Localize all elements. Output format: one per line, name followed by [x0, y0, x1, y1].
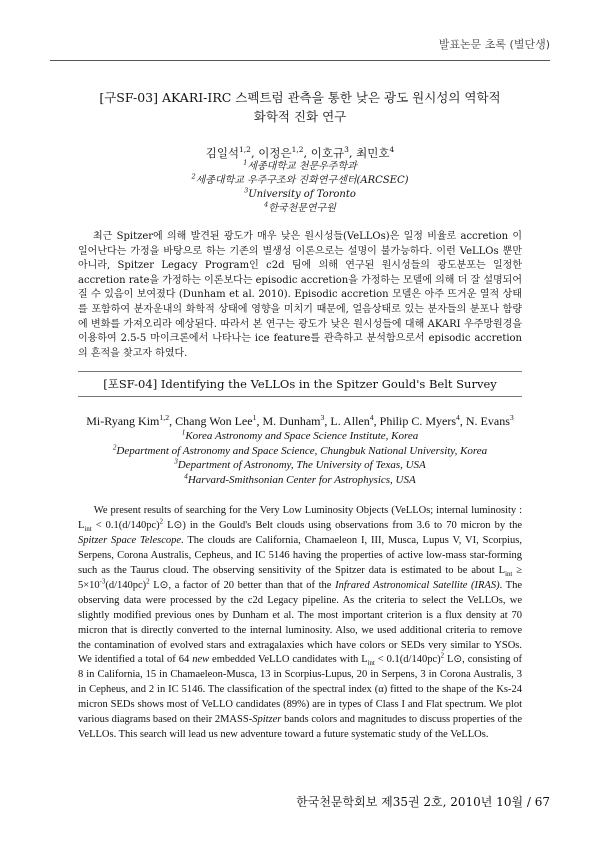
abstract-text-segment: 2 [440, 652, 445, 660]
abstract1-authors [78, 146, 522, 160]
abstract2-affiliations [78, 429, 522, 487]
abstract-text-segment: L⊙, consisting of 8 in California, 15 in Chamaeleon-Musca, 13 in Scorpius-Lupus, 20 in Serpens, 3 in Corona Australis, 3 in Cepheus, and 2 in IC 5146. The classification of the spectral index (α) fitted to the shape of the Ks-24 micron SEDs shows most of VeLLO candidates (89%) are in types of Class I and Flat spectrum. We plot various diagrams based on their 2MASS- [78, 654, 523, 726]
author-name: , 이정은 [250, 146, 292, 160]
author-name: , N. Evans [459, 414, 510, 429]
abstract-text-segment: int [367, 660, 375, 668]
affiliation: $^2$세종대학교 우주구조와 진화연구센터(ARCSEC) [191, 172, 409, 186]
abstract1-title-line2: 화학적 진화 연구 [253, 109, 347, 124]
affiliation: $^3$Department of Astronomy, The University of Texas, USA [174, 457, 426, 472]
author-affil-num: 4 [389, 145, 395, 155]
author-name: , 최민호 [348, 146, 390, 160]
abstract-text-segment: Spitzer Space Telescope [78, 535, 182, 547]
title-underline [78, 396, 522, 397]
abstract-text-segment: ≥ 5×10 [78, 564, 522, 591]
abstract-text-segment: We present results of searching for the Very Low Luminosity Objects (VeLLOs; internal luminosity : L [78, 505, 522, 532]
author-name: , 이호규 [303, 146, 345, 160]
abstract2-title: [포SF-04] Identifying the VeLLOs in the Spitzer Gould's Belt Survey [103, 377, 497, 392]
abstract1-title-line1: [구SF-03] AKARI-IRC 스펙트럼 관측을 통한 낮은 광도 원시성의 역학적 [99, 90, 501, 105]
abstract2-authors [78, 413, 522, 429]
abstract-text-segment: int [505, 571, 513, 579]
journal-footer: 한국천문학회보 제35권 2호, 2010년 10월 / 67 [296, 795, 550, 809]
author-affil-num: 4 [369, 413, 374, 423]
affiliation: $^1$세종대학교 천문우주학과 [243, 158, 357, 172]
abstract-text-segment: L⊙, a factor of 20 better than that of the [149, 579, 336, 591]
author-name: 김일석 [205, 146, 240, 160]
abstract-text-segment: Spitzer [252, 714, 282, 726]
author-name: , L. Allen [324, 414, 370, 429]
abstract-text-segment: new [192, 654, 210, 666]
abstract-text-segment: . The clouds are California, Chamaeleon I, III, Musca, Lupus V, VI, Scorpius, Serpens, Corona Australis, Cepheus, and IC 5146 having the properties of active low-mass star-forming such as the Taurus cloud. The observing sensitivity of the Spitzer data is estimated to be about L [78, 535, 522, 576]
abstract-text-segment: (d/140pc) [105, 579, 147, 591]
abstract-text-segment: . The observing data were processed by the c2d Legacy pipeline. As the criteria to select the VeLLOs, we slightly modified previous ones by Dunham et al. The most important criterion is a flux density at 70 micron that is directly converted to the internal luminosity. Also, we used additional criteria to remove the contamination of evolved stars and extragalaxies which have colors or SEDs very similar to YSOs. We identified a total of 64 [78, 579, 523, 666]
abstract1-title [78, 88, 522, 126]
author-affil-num: 1,2 [291, 145, 304, 155]
abstract1-affiliations [78, 160, 522, 216]
author-name: , Philip C. Myers [373, 414, 456, 429]
affiliation: $^4$Harvard-Smithsonian Center for Astrophysics, USA [184, 472, 416, 486]
author-affil-num: 3 [509, 413, 514, 423]
abstract-text-segment: -3 [99, 578, 106, 586]
abstract1-body: 최근 Spitzer에 의해 발견된 광도가 매우 낮은 원시성들(VeLLOs)은 일정 비율로 accretion 이 일어난다는 가정을 바탕으로 하는 기존의 별생성 이론으로는 설명이 불가능하다. 이런 VeLLOs 뿐만 아니라, Spitzer Legacy Program인 c2d 팀에 의해 연구된 원시성들의 광도분포는 일정한 accretion rate을 가정하는 이론보다는 episodic accretion을 가정하는 모델에 의해 더 잘 설명되어질 수 있음이 보여졌다 (Dunham et al. 2010). Episodic accretion 모델은 아주 뜨거운 열적 상태를 포함하여 분자운내의 화학적 상태에 영향을 미치기 때문에, 얼음상태로 있는 분자들의 분포나 함량에 변화를 가져오리라 예상된다. 따라서 본 연구는 광도가 낮은 원시성들에 대해 AKARI 우주망원경을 이용하여 2.5-5 마이크론에서 나타나는 ice feature를 관측하고 분석함으로서 episodic accretion의 흔적을 찾고자 하였다. [78, 231, 522, 359]
author-affil-num: 1,2 [239, 145, 251, 155]
abstract2-body [78, 504, 522, 743]
abstract-text-segment: 2 [159, 518, 164, 526]
abstract-text-segment: L⊙) in the Gould's Belt clouds using observations from 3.6 to 70 micron by the [163, 520, 522, 532]
abstract-text-segment: bands colors and magnitudes to discuss properties of the VeLLOs. This search will lead us new adventure toward a future systematic study of the VeLLOs. [78, 714, 522, 740]
abstract-text-segment: 2 [146, 578, 150, 586]
section-tag: 발표논문 초록 (별단생) [438, 38, 550, 51]
author-affil-num: 3 [320, 413, 325, 423]
author-name: , Chang Won Lee [169, 414, 253, 429]
author-affil-num: 1,2 [159, 413, 170, 423]
content-column [78, 88, 522, 753]
abstract-text-segment: embedded VeLLO candidates with L [209, 654, 368, 666]
author-name: Mi-Ryang Kim [86, 414, 160, 429]
author-affil-num: 3 [344, 145, 349, 155]
abstract-text-segment: int [84, 526, 92, 534]
author-name: , M. Dunham [256, 414, 321, 429]
affiliation: $^1$Korea Astronomy and Space Science Institute, Korea [181, 428, 419, 443]
author-affil-num: 4 [455, 413, 460, 423]
abstract-text-segment: Infrared Astronomical Satellite (IRAS) [335, 579, 500, 591]
section-divider [78, 371, 522, 372]
author-affil-num: 1 [252, 413, 257, 423]
affiliation: $^2$Department of Astronomy and Space Science, Chungbuk National University, Korea [112, 443, 488, 457]
abstract-text-segment: < 0.1(d/140pc) [91, 520, 160, 532]
affiliation: $^3$University of Toronto [244, 186, 356, 200]
abstract-text-segment: < 0.1(d/140pc) [374, 654, 441, 666]
affiliation: $^4$한국천문연구원 [264, 200, 336, 214]
header-rule [50, 60, 550, 61]
